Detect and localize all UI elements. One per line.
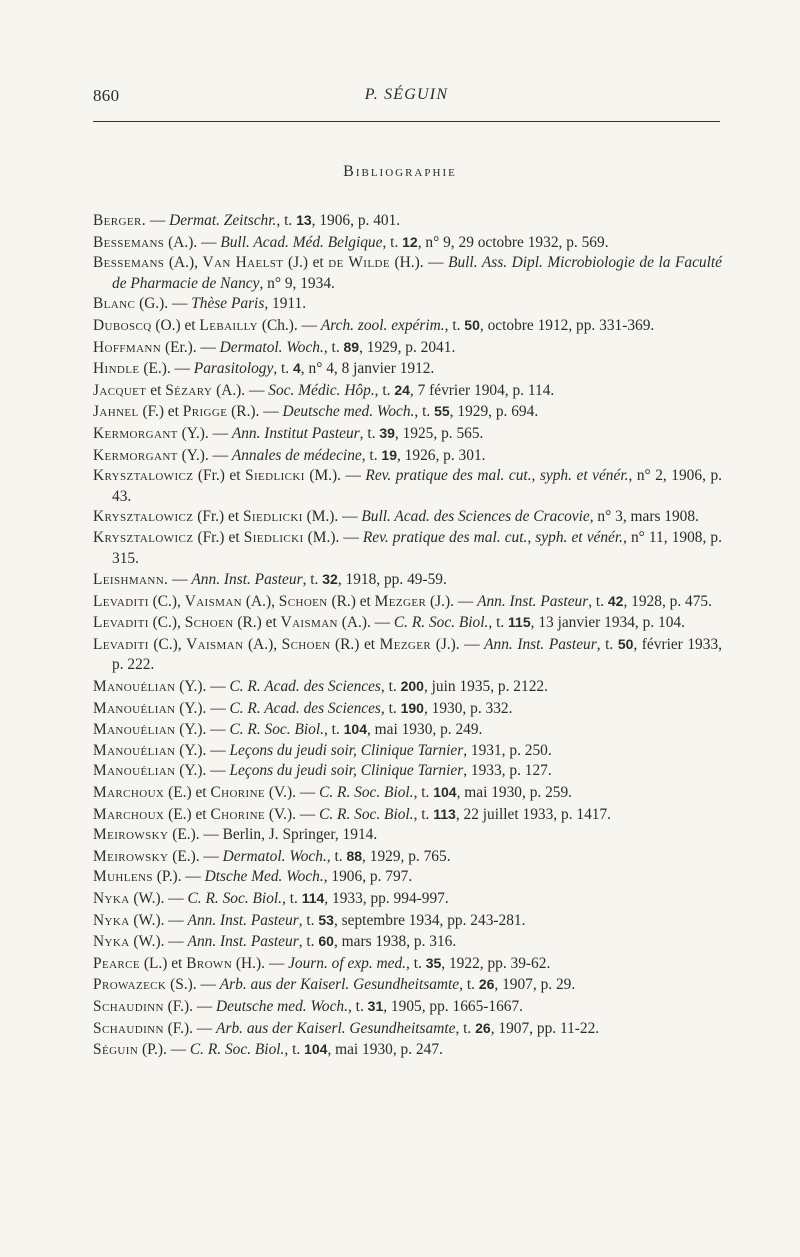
citation-text: (Y.). —	[175, 699, 230, 717]
bibliography-entry	[93, 507, 722, 528]
citation-text: (C.),	[148, 592, 185, 610]
bibliography-entry	[93, 591, 722, 613]
citation-text: , t.	[282, 890, 302, 907]
journal-title: Ann. Inst. Pasteur	[191, 571, 303, 589]
citation-text: , t.	[323, 338, 344, 356]
journal-title: C. R. Soc. Biol.	[229, 721, 324, 739]
author-name: Hindle	[93, 360, 140, 378]
author-name: Nyka	[93, 933, 130, 951]
journal-title: C. R. Soc. Biol.	[393, 614, 489, 632]
citation-text: (E.). —	[139, 360, 194, 378]
citation-text: (E.). —	[168, 847, 223, 865]
page-header	[93, 86, 720, 116]
journal-title: Journ. of exp. med.	[288, 954, 407, 972]
journal-title: Bull. Acad. Méd. Belgique	[220, 233, 383, 251]
volume-number: 190	[400, 699, 424, 716]
journal-title: Thèse Paris	[191, 295, 265, 313]
volume-number: 88	[346, 847, 363, 864]
citation-text: , 22 juillet 1933, p. 1417.	[455, 805, 612, 823]
author-name: Schoen	[278, 592, 328, 610]
citation-text: , mai 1930, p. 249.	[366, 721, 483, 739]
citation-text: , 1907, pp. 11-22.	[490, 1019, 600, 1037]
author-name: Marchoux	[93, 805, 165, 823]
citation-text: (A.). —	[212, 381, 269, 399]
volume-number: 53	[318, 911, 334, 928]
author-name: Leishmann.	[93, 571, 169, 589]
bibliography-entry	[93, 846, 722, 868]
author-name: Jacquet	[93, 381, 147, 399]
citation-text: , 1905, pp. 1665-1667.	[383, 997, 524, 1015]
citation-text: (C.),	[148, 614, 185, 632]
citation-text: , 1925, p. 565.	[394, 424, 484, 442]
citation-text: et	[146, 381, 166, 399]
author-name: Manouélian	[93, 741, 176, 759]
author-name: Van Haelst	[202, 254, 284, 272]
author-name: Mezger	[379, 635, 432, 653]
citation-text: —	[145, 212, 170, 229]
bibliography-entry	[93, 445, 722, 467]
journal-title: Dermatol. Woch.	[222, 847, 327, 865]
author-name: Duboscq	[93, 316, 152, 334]
journal-title: Rev. pratique des mal. cut., syph. et vénér.	[362, 528, 624, 546]
author-name: Levaditi	[93, 592, 149, 610]
citation-text: (E.). — Berlin, J. Springer, 1914.	[168, 826, 378, 844]
citation-text: , 1906, p. 797.	[323, 868, 413, 886]
volume-number: 104	[433, 784, 457, 801]
bibliography-entry	[93, 804, 722, 826]
citation-text: (E.) et	[164, 805, 211, 823]
journal-title: Dermatol. Woch.	[219, 338, 324, 356]
citation-text: , 1929, p. 2041.	[359, 338, 456, 356]
citation-text: (P.). —	[138, 1041, 190, 1059]
bibliography-entry	[93, 761, 722, 782]
citation-text: (R.) et	[330, 635, 380, 653]
citation-text: , t.	[298, 911, 319, 929]
author-name: Nyka	[93, 911, 130, 929]
citation-text: (A.),	[243, 635, 282, 653]
citation-text: , 1926, p. 301.	[396, 446, 486, 464]
author-name: Mezger	[374, 592, 427, 610]
bibliography-entry	[93, 315, 722, 337]
journal-title: Ann. Inst. Pasteur	[187, 933, 299, 951]
author-name: Manouélian	[93, 678, 176, 696]
citation-text: (Fr.) et	[193, 508, 243, 526]
citation-text: , 1931, p. 250.	[463, 741, 552, 759]
journal-title: C. R. Acad. des Sciences	[229, 699, 381, 717]
bibliography-entry	[93, 232, 722, 254]
author-name: Prowazeck	[93, 976, 167, 994]
citation-text: (A.),	[164, 254, 203, 272]
citation-text: (J.). —	[431, 635, 485, 653]
author-name: Kermorgant	[93, 446, 178, 464]
citation-text: (G.). —	[135, 295, 192, 313]
volume-number: 104	[343, 721, 367, 738]
citation-text: (M.). —	[302, 508, 362, 526]
journal-title: Arch. zool. expérim.	[320, 316, 445, 334]
author-name: Krysztalowicz	[93, 508, 194, 526]
citation-text: , juin 1935, p. 2122.	[423, 678, 548, 696]
bibliography-entry	[93, 719, 722, 741]
citation-text: (Y.). —	[175, 678, 230, 696]
citation-text: , mai 1930, p. 247.	[327, 1041, 443, 1059]
author-name: Marchoux	[93, 784, 165, 802]
citation-text: , n° 4, 8 janvier 1912.	[300, 360, 435, 378]
journal-title: Arb. aus der Kaiserl. Gesundheitsamte	[219, 976, 460, 994]
citation-text: , t.	[380, 678, 401, 696]
citation-text: , 1928, p. 475.	[623, 592, 712, 610]
citation-text: , 1930, p. 332.	[423, 699, 513, 717]
citation-text: , t.	[276, 212, 297, 229]
volume-number: 35	[425, 954, 442, 971]
volume-number: 31	[367, 997, 384, 1014]
bibliography-entry	[93, 931, 722, 953]
citation-text: , t.	[284, 1041, 305, 1059]
author-name: Krysztalowicz	[93, 528, 194, 546]
citation-text: (M.). —	[304, 467, 366, 485]
citation-text: , 1929, p. 694.	[449, 403, 539, 421]
citation-text: (J.) et	[283, 254, 329, 272]
volume-number: 113	[433, 805, 456, 822]
citation-text: , t.	[596, 635, 618, 653]
citation-text: , t.	[323, 721, 344, 739]
journal-title: Deutsche med. Woch.	[282, 403, 415, 421]
journal-title: Dtsche Med. Woch.	[204, 868, 324, 886]
author-name: Muhlens	[93, 868, 153, 886]
volume-number: 4	[293, 360, 301, 377]
journal-title: Ann. Inst. Pasteur	[477, 592, 589, 610]
journal-title: Ann. Inst. Pasteur	[484, 635, 597, 653]
author-name: Meirowsky	[93, 826, 169, 844]
journal-title: Annales de médecine	[231, 446, 362, 464]
citation-text: (Fr.) et	[193, 528, 244, 546]
bibliography-entry	[93, 1018, 722, 1040]
bibliography-entry	[93, 910, 722, 932]
author-name: Manouélian	[93, 721, 176, 739]
header-rule	[93, 121, 720, 122]
citation-text: , septembre 1934, pp. 243-281.	[333, 911, 526, 929]
citation-text: , 1918, pp. 49-59.	[337, 571, 447, 589]
volume-number: 50	[617, 635, 634, 652]
journal-title: C. R. Soc. Biol.	[319, 784, 414, 802]
journal-title: Ann. Institut Pasteur	[231, 424, 360, 442]
journal-title: Bull. Ass. Dipl. Microbiologie de la Faculté de Pharmacie de Nancy	[112, 254, 722, 292]
citation-text: (P.). —	[152, 868, 205, 886]
author-name: Bessemans	[93, 233, 165, 251]
journal-title: Leçons du jeudi soir, Clinique Tarnier	[229, 762, 464, 780]
citation-text: , 1929, p. 765.	[362, 847, 451, 865]
citation-text: , n° 3, mars 1908.	[589, 508, 699, 526]
author-name: Levaditi	[93, 614, 149, 632]
section-title: Bibliographie	[343, 163, 457, 180]
citation-text: , 7 février 1904, p. 114.	[409, 381, 555, 399]
citation-text: , t.	[326, 847, 347, 865]
citation-text: , t.	[444, 316, 465, 334]
volume-number: 50	[464, 316, 480, 333]
bibliography-entry	[93, 294, 722, 315]
citation-text: (L.) et	[140, 954, 187, 972]
citation-text: (F.). —	[163, 1019, 217, 1037]
citation-text: (A.). —	[164, 233, 221, 251]
author-name: Siedlicki	[245, 467, 305, 485]
bibliography-entry	[93, 1039, 722, 1061]
author-name: Manouélian	[93, 762, 176, 780]
citation-text: , n° 9, 1934.	[259, 274, 335, 292]
citation-text: , 1933, p. 127.	[463, 762, 552, 780]
author-name: Pearce	[93, 954, 141, 972]
volume-number: 39	[379, 424, 395, 441]
bibliography-entry	[93, 569, 722, 591]
citation-text: (S.). —	[166, 976, 220, 994]
volume-number: 55	[434, 403, 450, 420]
author-name: Chorine	[210, 805, 266, 823]
volume-number: 115	[508, 614, 531, 631]
citation-text: , n° 9, 29 octobre 1932, p. 569.	[417, 233, 609, 251]
citation-text: , t.	[298, 933, 319, 951]
citation-text: , t.	[347, 997, 368, 1015]
bibliography-entry	[93, 888, 722, 910]
author-name: Vaisman	[280, 614, 338, 632]
bibliography-entry	[93, 974, 722, 996]
citation-text: —	[168, 571, 192, 589]
citation-text: , t.	[382, 233, 403, 251]
volume-number: 60	[318, 933, 334, 950]
journal-title: C. R. Soc. Biol.	[189, 1041, 285, 1059]
citation-text: (J.). —	[426, 592, 478, 610]
citation-text: , 1907, p. 29.	[494, 976, 576, 994]
author-name: Schoen	[184, 614, 234, 632]
running-head: P. SÉGUIN	[364, 86, 449, 103]
journal-title: C. R. Soc. Biol.	[319, 805, 414, 823]
volume-number: 89	[343, 338, 360, 355]
volume-number: 42	[607, 592, 624, 609]
citation-text: , mai 1930, p. 259.	[456, 784, 573, 802]
bibliography-entry	[93, 358, 722, 380]
author-name: Siedlicki	[242, 508, 303, 526]
author-name: Meirowsky	[93, 847, 169, 865]
bibliography-entry	[93, 423, 722, 445]
bibliography-entry	[93, 676, 722, 698]
citation-text: , t.	[380, 699, 401, 717]
citation-text: , 1933, pp. 994-997.	[324, 890, 449, 907]
journal-title: C. R. Soc. Biol.	[187, 890, 283, 907]
journal-title: Bull. Acad. des Sciences de Cracovie	[361, 508, 590, 526]
page-number: 860	[93, 86, 120, 105]
volume-number: 26	[475, 1019, 491, 1036]
citation-text: , t.	[413, 805, 434, 823]
author-name: Séguin	[93, 1041, 139, 1059]
citation-text: , t.	[414, 403, 435, 421]
citation-text: , t.	[588, 592, 608, 610]
bibliography-entry	[93, 996, 722, 1018]
author-name: Kermorgant	[93, 424, 178, 442]
citation-text: , mars 1938, p. 316.	[333, 933, 457, 951]
citation-text: , t.	[455, 1019, 476, 1037]
journal-title: Deutsche med. Woch.	[216, 997, 348, 1015]
author-name: Lebailly	[199, 316, 258, 334]
citation-text: , 1911.	[264, 295, 307, 313]
author-name: Vaisman	[184, 592, 243, 610]
citation-text: (Y.). —	[175, 762, 230, 780]
author-name: Jahnel	[93, 403, 139, 421]
author-name: Levaditi	[93, 635, 149, 653]
volume-number: 26	[478, 976, 495, 993]
bibliography-entry	[93, 634, 722, 676]
citation-text: (W.). —	[129, 911, 188, 929]
bibliography-entry	[93, 867, 722, 888]
citation-text: (O.) et	[151, 316, 200, 334]
author-name: Bessemans	[93, 254, 165, 272]
journal-title: Dermat. Zeitschr.	[169, 212, 277, 229]
bibliography-list	[93, 210, 722, 1061]
author-name: Siedlicki	[243, 528, 304, 546]
author-name: Sézary	[165, 381, 213, 399]
citation-text: (Ch.). —	[257, 316, 321, 334]
citation-text: , t.	[374, 381, 395, 399]
citation-text: (C.),	[148, 635, 187, 653]
author-name: Vaisman	[186, 635, 244, 653]
bibliography-entry	[93, 741, 722, 762]
bibliography-entry	[93, 466, 722, 507]
citation-text: (Fr.) et	[193, 467, 245, 485]
author-name: Krysztalowicz	[93, 467, 194, 485]
journal-title: Leçons du jeudi soir, Clinique Tarnier	[229, 741, 464, 759]
volume-number: 200	[400, 678, 424, 695]
author-name: Chorine	[210, 784, 266, 802]
bibliography-entry	[93, 253, 722, 294]
bibliography-entry	[93, 337, 722, 359]
citation-text: (F.). —	[163, 997, 217, 1015]
citation-text: (V.). —	[265, 805, 320, 823]
bibliography-entry	[93, 825, 722, 846]
author-name: Berger.	[93, 212, 146, 229]
author-name: Schaudinn	[93, 997, 164, 1015]
journal-title: Arb. aus der Kaiserl. Gesundheitsamte	[216, 1019, 456, 1037]
author-name: Manouélian	[93, 699, 176, 717]
author-name: Schaudinn	[93, 1019, 164, 1037]
citation-text: , n° 2, 1906, p. 43.	[112, 467, 722, 505]
citation-text: (H.). —	[232, 954, 289, 972]
citation-text: (Y.). —	[175, 741, 230, 759]
citation-text: (E.) et	[164, 784, 211, 802]
citation-text: (Y.). —	[177, 424, 232, 442]
volume-number: 24	[394, 381, 410, 398]
citation-text: (M.). —	[303, 528, 363, 546]
citation-text: (R.). —	[227, 403, 283, 421]
citation-text: , t.	[302, 571, 323, 589]
author-name: de Wilde	[328, 254, 390, 272]
citation-text: , octobre 1912, pp. 331-369.	[479, 316, 655, 334]
volume-number: 19	[381, 446, 397, 463]
journal-title: Parasitology	[193, 360, 274, 378]
volume-number: 12	[402, 233, 418, 250]
citation-text: , t.	[406, 954, 426, 972]
citation-text: , 1906, p. 401.	[311, 212, 401, 229]
citation-text: , t.	[413, 784, 434, 802]
bibliography-entry	[93, 380, 722, 402]
bibliography-entry	[93, 698, 722, 720]
volume-number: 104	[304, 1041, 328, 1058]
bibliography-entry	[93, 782, 722, 804]
citation-text: (R.) et	[327, 592, 375, 610]
author-name: Schoen	[281, 635, 331, 653]
citation-text: (R.) et	[233, 614, 281, 632]
author-name: Prigge	[182, 403, 228, 421]
volume-number: 114	[301, 890, 325, 906]
author-name: Nyka	[93, 890, 130, 907]
author-name: Hoffmann	[93, 338, 162, 356]
author-name: Blanc	[93, 295, 136, 313]
bibliography-entry	[93, 210, 722, 232]
volume-number: 32	[322, 571, 338, 588]
citation-text: , n° 11, 1908, p. 315.	[112, 528, 722, 567]
citation-text: (Y.). —	[175, 721, 230, 739]
citation-text: , février 1933, p. 222.	[112, 635, 722, 674]
citation-text: (Y.). —	[177, 446, 232, 464]
citation-text: (W.). —	[129, 890, 188, 907]
bibliography-entry	[93, 528, 722, 569]
citation-text: (H.). —	[389, 254, 449, 272]
citation-text: (W.). —	[129, 933, 188, 951]
volume-number: 13	[296, 212, 312, 228]
author-name: Brown	[186, 954, 233, 972]
citation-text: , 13 janvier 1934, p. 104.	[530, 614, 685, 632]
citation-text: (V.). —	[265, 784, 320, 802]
citation-text: (A.),	[242, 592, 279, 610]
journal-title: C. R. Acad. des Sciences	[229, 678, 381, 696]
journal-title: Rev. pratique des mal. cut., syph. et vénér.	[365, 467, 629, 485]
citation-text: , t.	[273, 360, 293, 378]
journal-title: Ann. Inst. Pasteur	[187, 911, 299, 929]
citation-text: (Er.). —	[161, 338, 220, 356]
journal-title: Soc. Médic. Hôp.	[268, 381, 375, 399]
citation-text: , t.	[359, 424, 380, 442]
citation-text: , t.	[361, 446, 382, 464]
citation-text: (A.). —	[337, 614, 394, 632]
citation-text: , 1922, pp. 39-62.	[441, 954, 551, 972]
citation-text: (F.) et	[138, 403, 183, 421]
citation-text: , t.	[488, 614, 509, 632]
bibliography-entry	[93, 953, 722, 975]
bibliography-entry	[93, 401, 722, 423]
citation-text: , t.	[459, 976, 479, 994]
bibliography-entry	[93, 612, 722, 634]
